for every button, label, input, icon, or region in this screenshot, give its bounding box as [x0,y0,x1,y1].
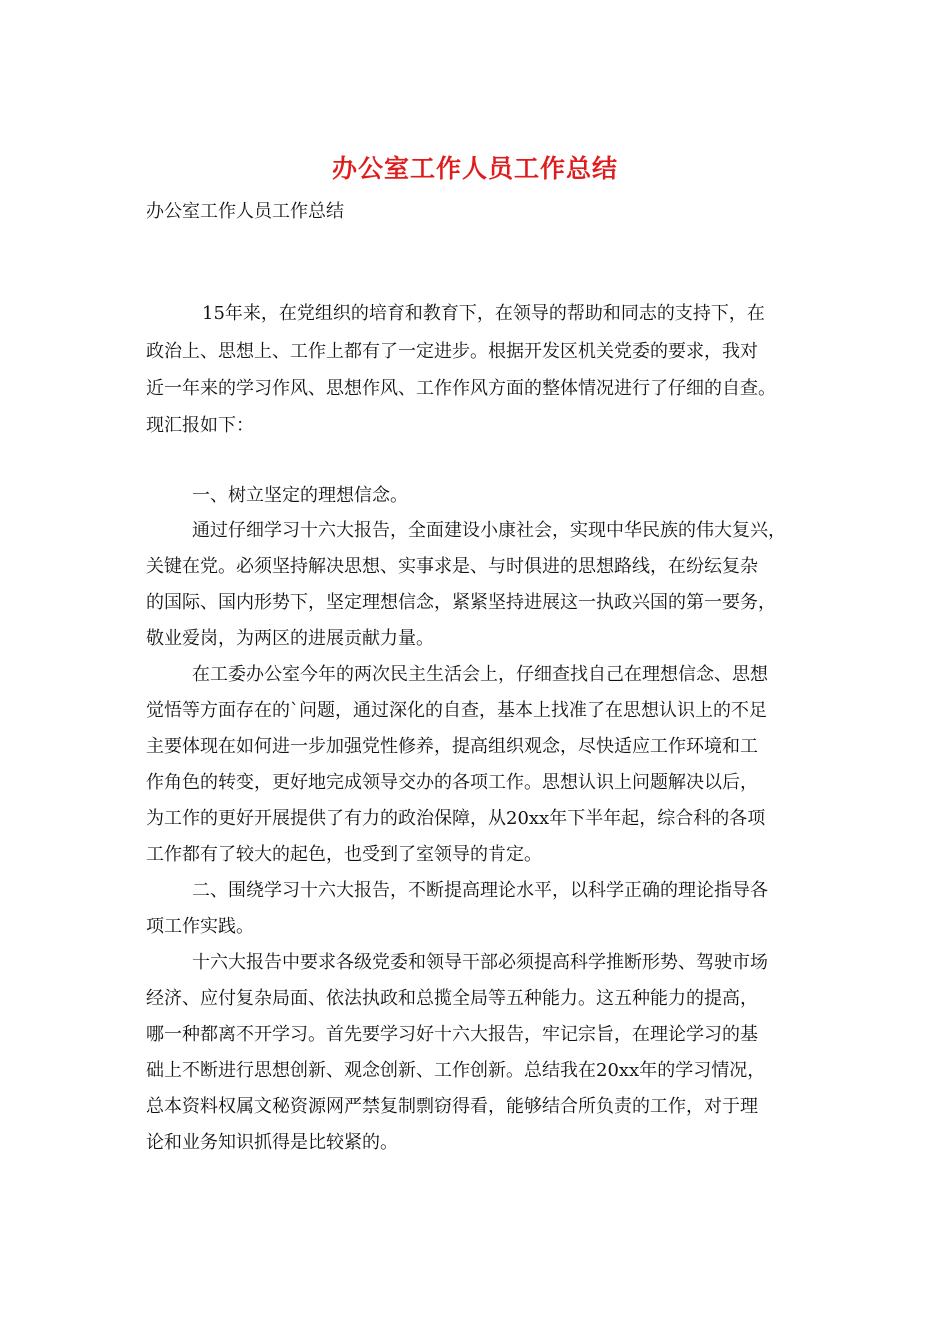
text-line: 础上不断进行思想创新、观念创新、工作创新。总结我在20xx年的学习情况， [146,1060,766,1081]
text-line: 敬业爱岗，为两区的进展贡献力量。 [146,628,434,649]
text-line: 在工委办公室今年的两次民主生活会上，仔细查找自己在理想信念、思想 [192,664,768,685]
section-heading: 二、围绕学习十六大报告，不断提高理论水平，以科学正确的理论指导各 [192,880,768,901]
text-line: 政治上、思想上、工作上都有了一定进步。根据开发区机关党委的要求，我对 [146,341,758,362]
text-line: 论和业务知识抓得是比较紧的。 [146,1132,398,1153]
document-subtitle: 办公室工作人员工作总结 [146,201,344,222]
text-line: 哪一种都离不开学习。首先要学习好十六大报告，牢记宗旨，在理论学习的基 [146,1024,758,1045]
text-line: 通过仔细学习十六大报告，全面建设小康社会，实现中华民族的伟大复兴， [192,520,786,541]
text-line: 现汇报如下： [146,415,254,436]
text-line: 十六大报告中要求各级党委和领导干部必须提高科学推断形势、驾驶市场 [192,952,768,973]
text-line: 经济、应付复杂局面、依法执政和总揽全局等五种能力。这五种能力的提高， [146,988,758,1009]
text-line: 15年来，在党组织的培育和教育下，在领导的帮助和同志的支持下，在 [202,303,765,324]
document-title: 办公室工作人员工作总结 [331,154,618,183]
text-line: 总本资料权属文秘资源网严禁复制剽窃得看，能够结合所负责的工作，对于理 [146,1096,758,1117]
section-heading: 一、树立坚定的理想信念。 [192,485,408,506]
text-line: 工作都有了较大的起色，也受到了室领导的肯定。 [146,844,542,865]
text-line: 觉悟等方面存在的`问题，通过深化的自查，基本上找准了在思想认识上的不足 [146,700,767,721]
text-line: 的国际、国内形势下，坚定理想信念，紧紧坚持进展这一执政兴国的第一要务， [146,592,776,613]
text-line: 关键在党。必须坚持解决思想、实事求是、与时俱进的思想路线，在纷纭复杂 [146,556,758,577]
text-line: 近一年来的学习作风、思想作风、工作作风方面的整体情况进行了仔细的自查。 [146,378,776,399]
text-line: 为工作的更好开展提供了有力的政治保障，从20xx年下半年起，综合科的各项 [146,808,766,829]
text-line: 作角色的转变，更好地完成领导交办的各项工作。思想认识上问题解决以后， [146,772,758,793]
text-line: 主要体现在如何进一步加强党性修养，提高组织观念，尽快适应工作环境和工 [146,736,758,757]
text-line: 项工作实践。 [146,916,254,937]
